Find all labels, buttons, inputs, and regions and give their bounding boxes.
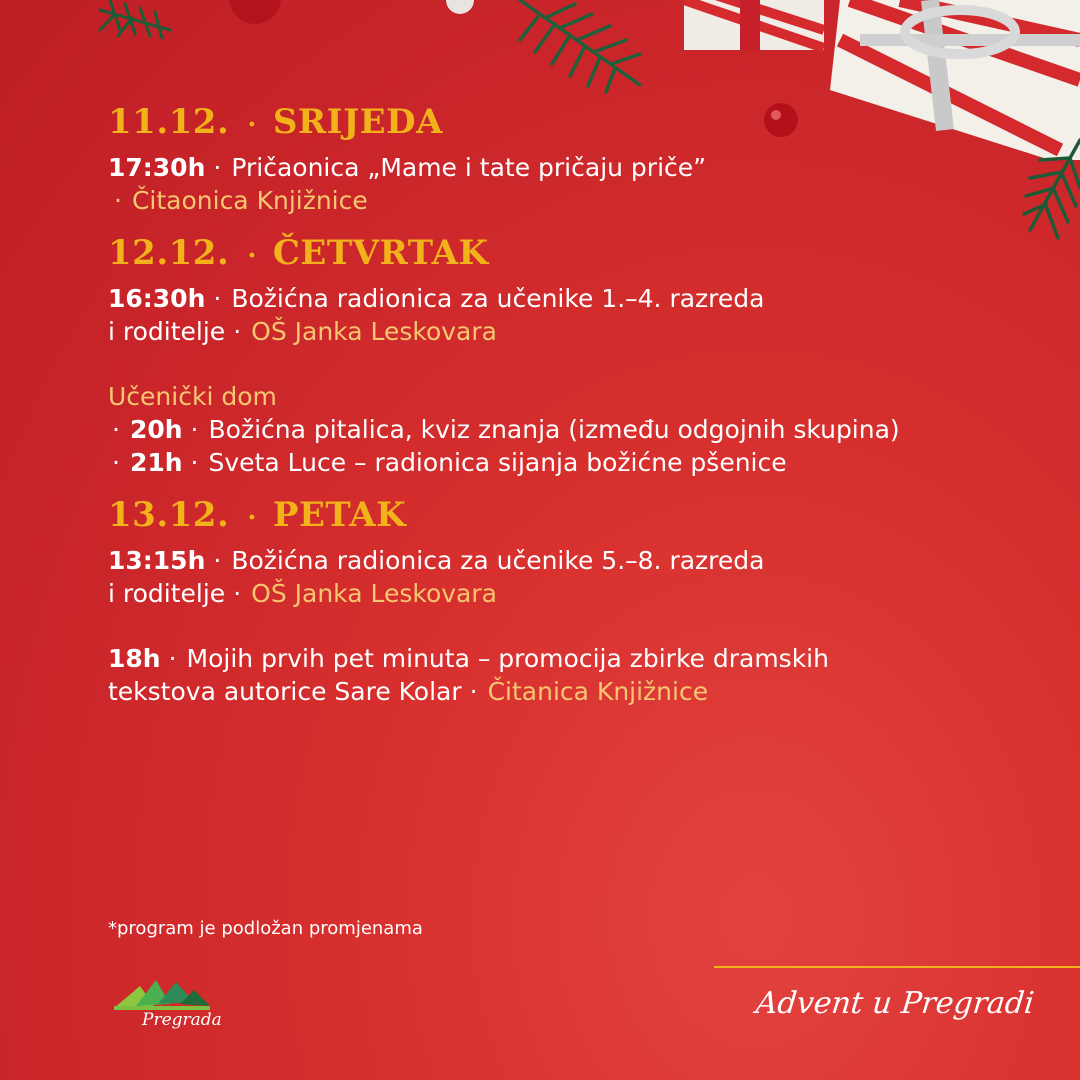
event-text: Pričaonica „Mame i tate pričaju priče”	[231, 153, 707, 182]
separator: ·	[213, 546, 222, 575]
separator: ·	[469, 677, 478, 706]
event-place: OŠ Janka Leskovara	[251, 579, 497, 608]
separator: ·	[213, 284, 222, 313]
event-text: Sveta Luce – radionica sijanja božićne pšenice	[208, 448, 787, 477]
event-time: 17:30h	[108, 153, 206, 182]
day-heading	[108, 231, 1048, 278]
weekday: PETAK	[272, 495, 407, 535]
separator: ·	[247, 110, 257, 140]
sub-event-line	[108, 413, 1048, 446]
separator: ·	[233, 317, 242, 346]
event-place: OŠ Janka Leskovara	[251, 317, 497, 346]
weekday: SRIJEDA	[272, 102, 443, 142]
event-text: i roditelje	[108, 579, 226, 608]
date: 12.12.	[108, 233, 230, 273]
separator: ·	[112, 448, 120, 477]
venue-heading: Učenički dom	[108, 382, 277, 411]
ornament-icon	[446, 0, 474, 14]
event-text: Božićna radionica za učenike 1.–4. razreda	[231, 284, 765, 313]
event-line	[108, 642, 1048, 675]
event-text: Božićna radionica za učenike 5.–8. razreda	[231, 546, 765, 575]
separator: ·	[168, 644, 177, 673]
day-heading	[108, 493, 1048, 540]
event-time: 18h	[108, 644, 161, 673]
gift-box-icon	[684, 0, 824, 50]
event-text: tekstova autorice Sare Kolar	[108, 677, 462, 706]
event-place: Čitanica Knjižnice	[487, 677, 709, 706]
tagline: Advent u Pregradi	[754, 986, 1036, 1021]
event-line	[108, 544, 1048, 577]
event-text: i roditelje	[108, 317, 226, 346]
schedule	[108, 100, 1048, 708]
separator: ·	[190, 415, 199, 444]
separator: ·	[213, 153, 222, 182]
pine-branch-icon	[520, 0, 640, 92]
event-line	[108, 675, 1048, 708]
divider	[714, 966, 1080, 968]
event-time: 16:30h	[108, 284, 206, 313]
ornament-icon	[229, 0, 281, 24]
separator: ·	[190, 448, 199, 477]
event-place: Čitaonica Knjižnice	[131, 186, 368, 215]
pine-branch-icon	[100, 0, 170, 38]
event-line	[108, 315, 1048, 348]
date: 11.12.	[108, 102, 230, 142]
day-heading	[108, 100, 1048, 147]
sub-event-line	[108, 446, 1048, 479]
logo-text: Pregrada	[142, 1010, 222, 1030]
separator: ·	[114, 186, 122, 215]
event-line	[108, 282, 1048, 315]
event-text: Mojih prvih pet minuta – promocija zbirke dramskih	[186, 644, 829, 673]
event-text: Božićna pitalica, kviz znanja (između odgojnih skupina)	[208, 415, 900, 444]
separator: ·	[247, 503, 257, 533]
event-line	[108, 184, 1048, 217]
separator: ·	[233, 579, 242, 608]
event-time: 21h	[129, 448, 183, 477]
separator: ·	[112, 415, 120, 444]
event-line	[108, 151, 1048, 184]
event-time: 13:15h	[108, 546, 206, 575]
weekday: ČETVRTAK	[272, 233, 489, 273]
event-time: 20h	[129, 415, 183, 444]
event-line	[108, 577, 1048, 610]
date: 13.12.	[108, 495, 230, 535]
separator: ·	[247, 241, 257, 271]
disclaimer-note: *program je podložan promjenama	[108, 918, 423, 939]
